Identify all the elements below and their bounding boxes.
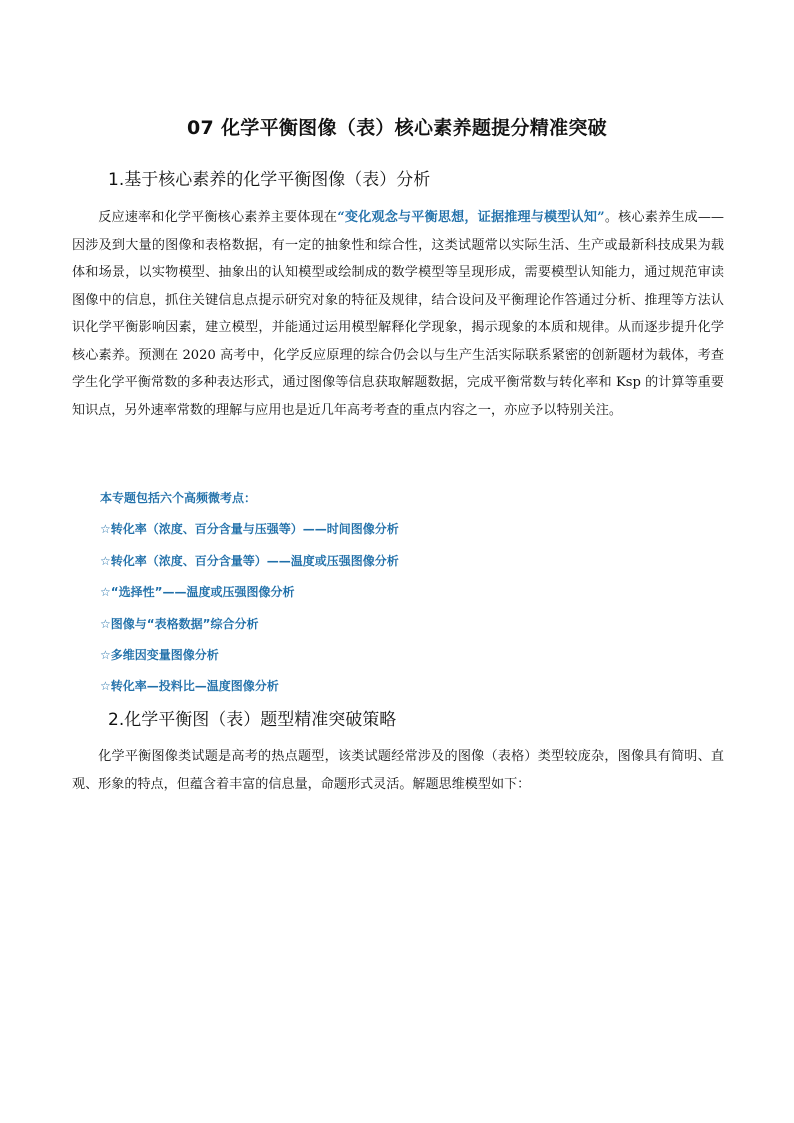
paragraph-text-rest: 。核心素养生成——因涉及到大量的图像和表格数据，有一定的抽象性和综合性，这类试题常以实际生活、生产或最新科技成果为载体和场景，以实物模型、抽象出的认知模型或绘制成的数学模型等呈现形成，需要模型认知能力，通过规范审读图像中的信息，抓住关键信息点提示研究对象的特征及规律，结合设问及平衡理论作答通过分析、推理等方法认识化学平衡影响因素，建立模型，并能通过运用模型解释化学现象，揭示现象的本质和规律。从而逐步提升化学核心素养。预测在 2020 高考中，化学反应原理的综合仍会以与生产生活实际联系紧密的创新题材为载体，考查学生化学平衡常数的多种表达形式，通过图像等信息获取解题数据，完成平衡常数与转化率和 Ksp 的计算等重要知识点，另外速率常数的理解与应用也是近几年高考考查的重点内容之一，亦应予以特别关注。 <box>72 210 725 418</box>
section-2-paragraph: 化学平衡图像类试题是高考的热点题型，该类试题经常涉及的图像（表格）类型较庞杂，图像具有简明、直观、形象的特点，但蕴含着丰富的信息量，命题形式灵活。解题思维模型如下： <box>72 749 724 792</box>
topic-item: ☆“选择性”——温度或压强图像分析 <box>100 585 295 600</box>
topic-item: ☆转化率（浓度、百分含量与压强等）——时间图像分析 <box>100 522 399 537</box>
section-1-paragraph <box>72 204 724 424</box>
document-title: 07 化学平衡图像（表）核心素养题提分精准突破 <box>187 117 607 139</box>
topic-item: ☆图像与“表格数据”综合分析 <box>100 616 259 631</box>
topic-item: ☆转化率—投料比—温度图像分析 <box>100 679 279 694</box>
topic-list <box>100 483 399 703</box>
topic-item: ☆转化率（浓度、百分含量等）——温度或压强图像分析 <box>100 553 399 568</box>
key-competency-highlight: “变化观念与平衡思想，证据推理与模型认知” <box>337 210 605 225</box>
section-1-heading: 1.基于核心素养的化学平衡图像（表）分析 <box>108 170 431 190</box>
topic-item: ☆多维因变量图像分析 <box>100 648 219 663</box>
topic-list-intro: 本专题包括六个高频微考点： <box>100 491 257 505</box>
paragraph-text-start: 反应速率和化学平衡核心素养主要体现在 <box>98 210 338 225</box>
section-2-heading: 2.化学平衡图（表）题型精准突破策略 <box>108 710 397 730</box>
